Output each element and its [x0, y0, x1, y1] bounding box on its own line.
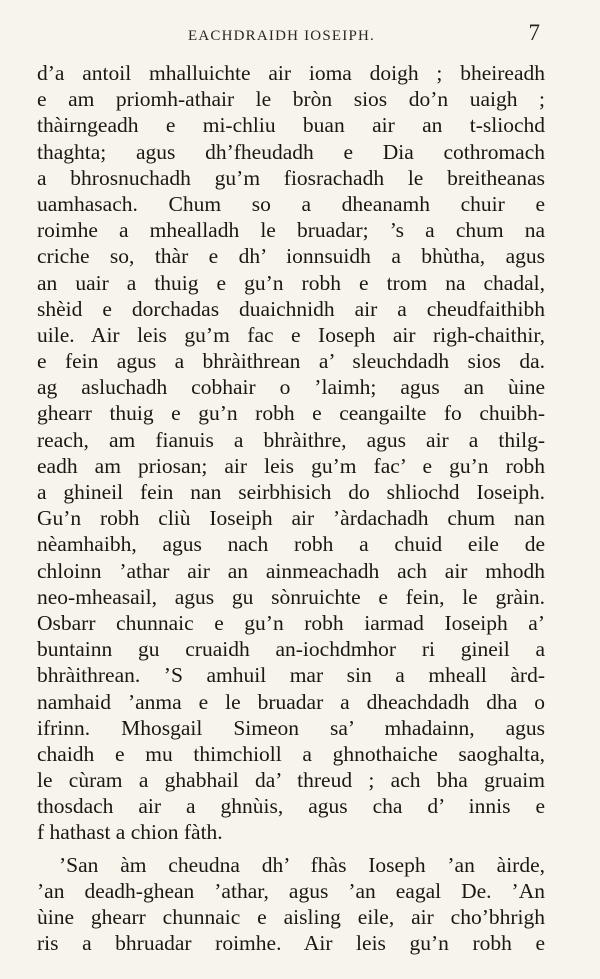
text-line: f hathast a chion fàth. — [37, 820, 223, 845]
text-line: buntainn gu cruaidh an-iochdmhor ri gineil a — [37, 637, 545, 662]
text-line: ifrinn. Mhosgail Simeon sa’ mhadainn, agus — [37, 715, 545, 740]
text-line: ris a bhruadar roimhe. Air leis gu’n robh e — [37, 931, 545, 956]
text-line: a ghineil fein nan seirbhisich do shliochd Ioseiph. — [37, 480, 545, 504]
text-line: le cùram a ghabhail da’ threud ; ach bha gruaim — [37, 768, 545, 793]
text-line: thaghta; agus dh’fheudadh e Dia cothromach — [37, 139, 545, 164]
text-line: Osbarr chunnaic e gu’n robh iarmad Ioseiph a’ — [37, 610, 545, 635]
text-line: nèamhaibh, agus nach robh a chuid eile de — [37, 532, 545, 557]
text-line: ghearr thuig e gu’n robh e ceangailte fo chuibh- — [37, 401, 545, 426]
text-line: bhràithrean. ’S amhuil mar sin a mheall àrd- — [37, 663, 545, 688]
text-line: chloinn ’athar air an ainmeachadh ach air mhodh — [37, 558, 545, 583]
page-number: 7 — [528, 20, 540, 45]
running-title: EACHDRAIDH IOSEIPH. — [188, 28, 375, 44]
text-line: reach, am fianuis a bhràithre, agus air a thilg- — [37, 427, 545, 452]
text-line: roimhe a mhealladh le bruadar; ’s a chum na — [37, 218, 545, 243]
text-line: ùine ghearr chunnaic e aisling eile, air cho’bhrigh — [37, 905, 545, 929]
text-line: ’San àm cheudna dh’ fhàs Ioseph ’an àirde, — [59, 852, 545, 877]
text-line: an uair a thuig e gu’n robh e trom na chadal, — [37, 270, 545, 295]
text-line: namhaid ’anma e le bruadar a dheachdadh dha o — [37, 689, 545, 714]
text-line: uamhasach. Chum so a dheanamh chuir e — [37, 191, 545, 216]
text-line: chaidh e mu thimchioll a ghnothaiche saoghalta, — [37, 741, 545, 766]
text-line: e am priomh-athair le bròn sios do’n uaigh ; — [37, 87, 545, 112]
text-line: ag asluchadh cobhair o ’laimh; agus an ùine — [37, 375, 545, 400]
text-line: shèid e dorchadas duaichnidh air a cheudfaithibh — [37, 296, 545, 321]
body-text — [37, 60, 545, 956]
text-line: eadh am priosan; air leis gu’m fac’ e gu’n robh — [37, 453, 545, 478]
text-line: criche so, thàr e dh’ ionnsuidh a bhùtha, agus — [37, 244, 545, 269]
text-line: thàirngeadh e mi-chliu buan air an t-sliochd — [37, 113, 545, 138]
text-line: a bhrosnuchadh gu’m fiosrachadh le breitheanas — [37, 165, 545, 190]
text-line: uile. Air leis gu’m fac e Ioseph air righ-chaithir, — [37, 322, 545, 347]
paragraph-1 — [37, 60, 545, 846]
text-line: Gu’n robh cliù Ioseiph air ’àrdachadh chum nan — [37, 506, 545, 531]
text-line: thosdach air a ghnùis, agus cha d’ innis e — [37, 794, 545, 819]
text-line: neo-mheasail, agus gu sònruichte e fein, le gràin. — [37, 584, 545, 609]
paragraph-2 — [37, 852, 545, 957]
text-line: ’an deadh-ghean ’athar, agus ’an eagal De. ’An — [37, 878, 545, 903]
text-line: e fein agus a bhràithrean a’ sleuchdadh sios da. — [37, 349, 545, 374]
text-line: d’a antoil mhalluichte air ioma doigh ; bheireadh — [37, 61, 545, 85]
